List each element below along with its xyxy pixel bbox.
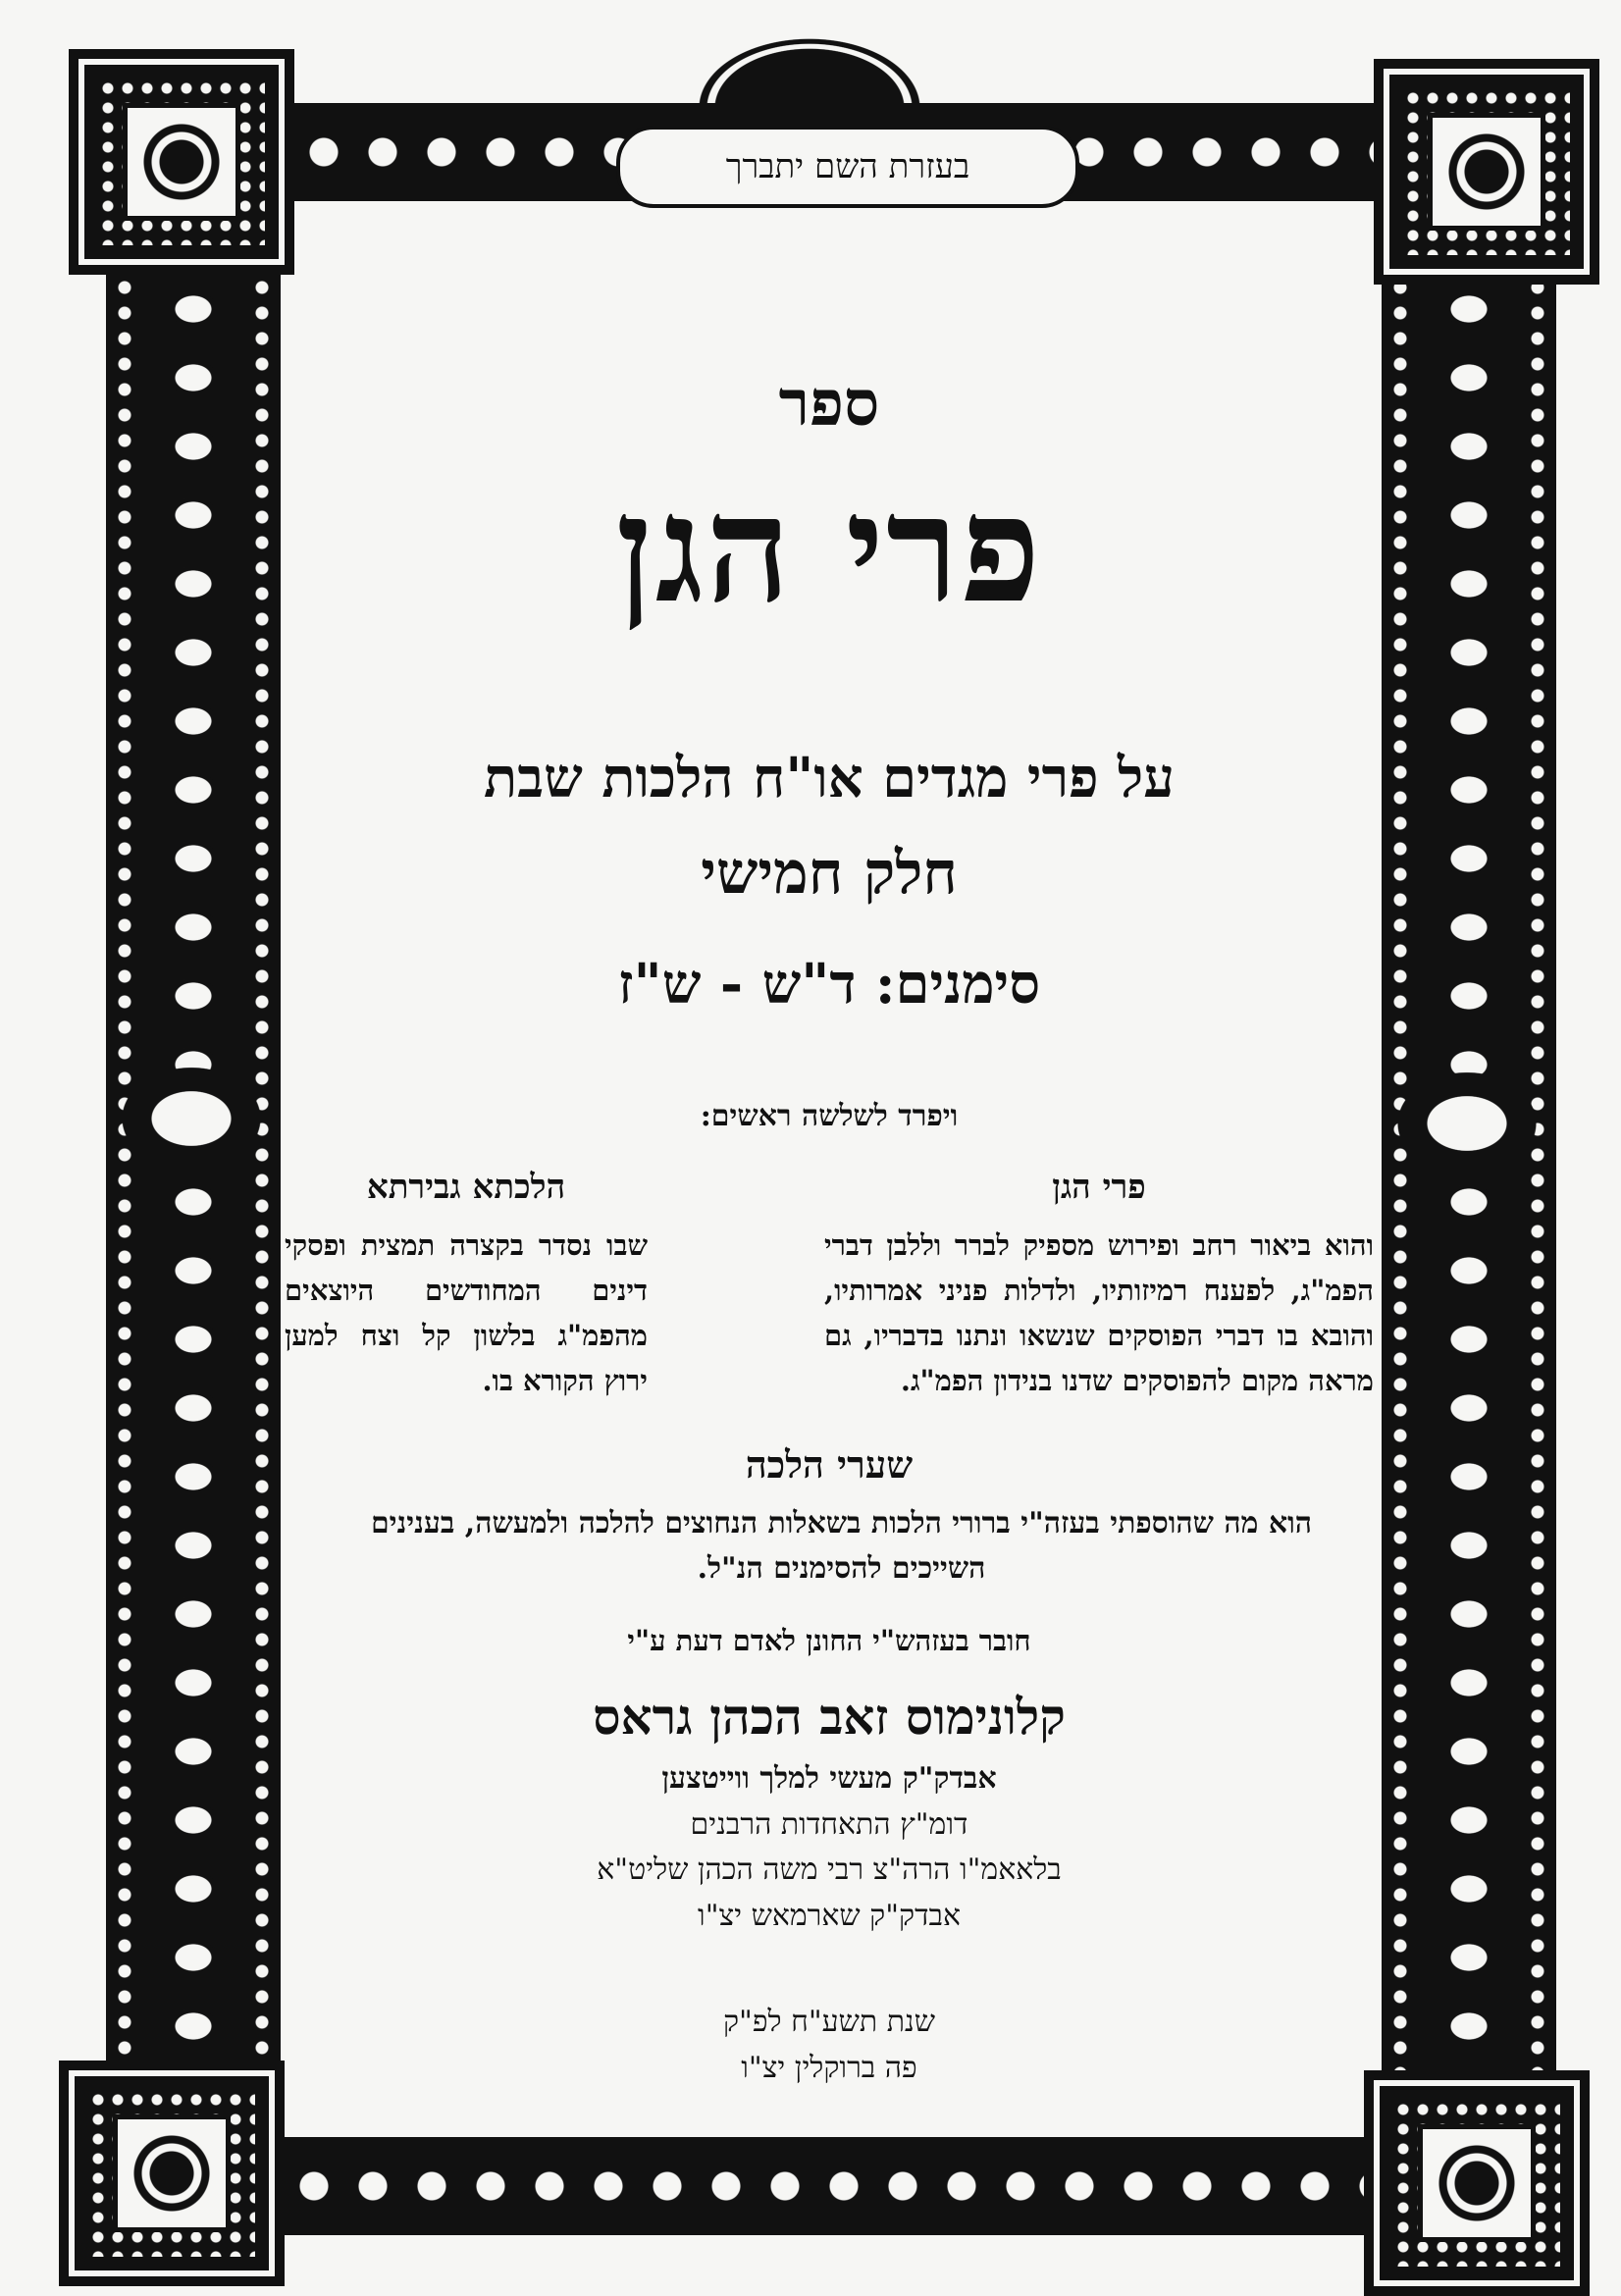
shaarei-halacha-heading: שערי הלכה [745,1442,914,1487]
book-subtitle: על פרי מגדים או"ח הלכות שבת [484,746,1175,810]
composed-by: חובר בעזהש"י החונן לאדם דעת ע"י [627,1624,1031,1657]
author-title-line: דומ"ץ התאחדות הרבנים [690,1807,968,1842]
author-title-line: אבדק"ק מעשי למלך ווייטצען [661,1761,997,1796]
section-heading: הלכתא גבירתא [366,1168,566,1207]
volume-part: חלק חמישי [701,839,958,908]
author-title-line: בלאאמ"ו הרה"צ רבי משה הכהן שליט"א [597,1852,1062,1887]
section-heading: פרי הגן [1052,1168,1146,1207]
author-name: קלונימוס זאב הכהן גראס [593,1688,1066,1746]
right-side-ornament [1374,1050,1560,1197]
publication-year: שנת תשע"ח לפ"ק [722,2005,936,2039]
section-text: והוא ביאור רחב ופירוש מספיק לברר וללבן דברי הפמ"ג, לפענח רמיזותיו, ולדלות פניני אמרותיו, והובא בו דברי הפוסקים שנשאו ונתנו בדבריו, גם מראה מקום להפוסקים שדנו בנידון הפמ"ג. [824,1228,1374,1397]
section-pri-hagan [824,1168,1374,1403]
top-banner [616,126,1079,208]
corner-ornament-top-left [69,49,294,275]
banner-text: בעזרת השם יתברך [725,147,970,186]
simanim-range: סימנים: ד"ש - ש"ז [617,952,1041,1017]
book-title: פרי הגן [615,463,1043,636]
divided-heading: ויפרד לשלשה ראשים: [700,1099,959,1133]
sefer-label: ספר [778,367,880,441]
corner-ornament-top-right [1374,59,1599,285]
corner-ornament-bottom-right [1364,2070,1590,2296]
left-side-ornament [98,1045,285,1192]
frame-bottom-band [285,2137,1374,2235]
corner-ornament-bottom-left [59,2061,285,2286]
publication-place: פה ברוקלין יצ"ו [741,2051,917,2085]
shaarei-halacha-text: הוא מה שהוספתי בעזה"י ברורי הלכות בשאלות הנחוצים להלכה ולמעשה, בענינים השייכים להסימנים הנ"ל. [370,1506,1313,1586]
section-text: שבו נסדר בקצרה תמצית ופסקי דינים המחודשים היוצאים מהפמ"ג בלשון קל וצח למען ירוץ הקורא בו. [285,1228,648,1397]
section-hilchata-gvirta [285,1168,648,1403]
author-title-line: אבדק"ק שארמאש יצ"ו [698,1899,961,1933]
sections-columns [285,1168,1374,1423]
top-crest-ornament [648,0,971,108]
